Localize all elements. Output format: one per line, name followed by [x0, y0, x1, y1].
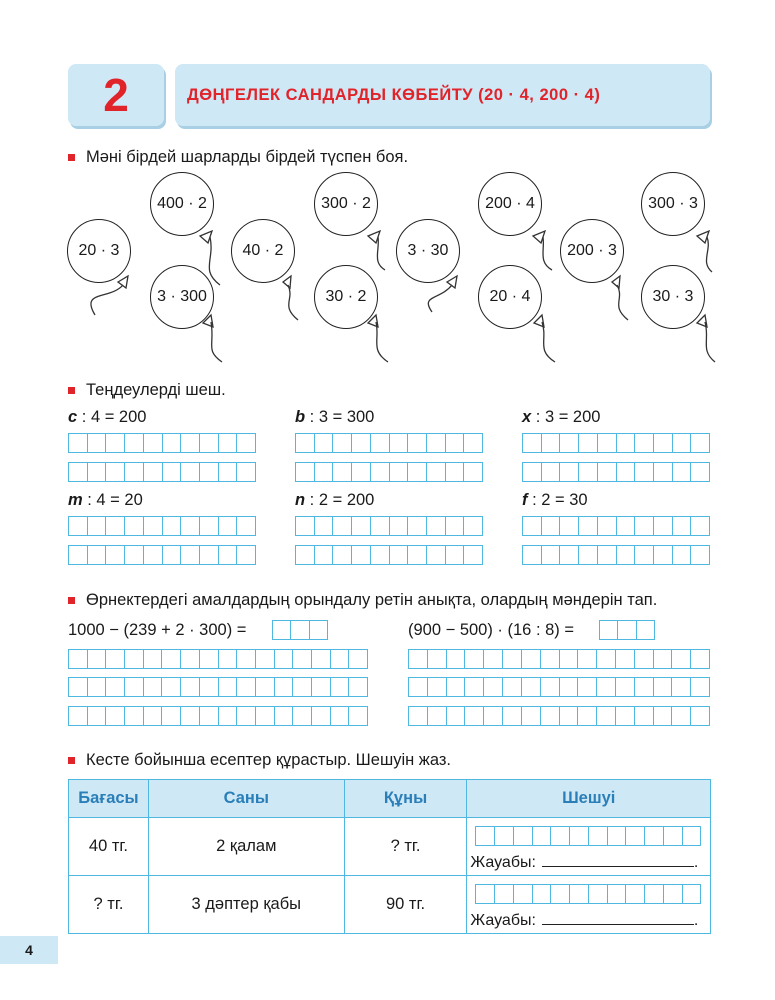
answer-grid[interactable] — [295, 516, 483, 536]
balloon[interactable]: 200 · 4 — [478, 172, 542, 236]
work-grid[interactable] — [408, 706, 710, 726]
answer-line[interactable]: Жауабы: . — [470, 912, 699, 929]
header-price: Бағасы — [69, 780, 149, 818]
work-grid[interactable] — [68, 649, 368, 669]
task2-text: Теңдеулерді шеш. — [86, 381, 226, 399]
table-header-row — [69, 780, 711, 818]
solution-grid[interactable] — [475, 826, 701, 846]
equation: c : 4 = 200 — [68, 408, 147, 426]
work-grid[interactable] — [68, 677, 368, 697]
answer-grid[interactable] — [522, 516, 710, 536]
cell-price: ? тг. — [69, 876, 149, 934]
equation: b : 3 = 300 — [295, 408, 375, 426]
answer-grid[interactable] — [68, 516, 256, 536]
result-grid[interactable] — [272, 620, 328, 640]
cell-quantity: 3 дәптер қабы — [148, 876, 344, 934]
bullet-icon — [68, 154, 75, 161]
task2-instruction — [68, 381, 226, 400]
answer-grid[interactable] — [295, 545, 483, 565]
balloon[interactable]: 3 · 300 — [150, 265, 214, 329]
solution-grid[interactable] — [475, 884, 701, 904]
balloon[interactable]: 40 · 2 — [231, 219, 295, 283]
work-grid[interactable] — [408, 649, 710, 669]
balloon[interactable]: 400 · 2 — [150, 172, 214, 236]
problem-table — [68, 779, 711, 934]
cell-solution[interactable] — [467, 876, 711, 934]
answer-grid[interactable] — [522, 433, 710, 453]
balloon[interactable]: 20 · 4 — [478, 265, 542, 329]
lesson-title-box — [175, 64, 710, 126]
result-grid[interactable] — [599, 620, 655, 640]
balloon[interactable]: 30 · 2 — [314, 265, 378, 329]
task1-text: Мәні бірдей шарларды бірдей түспен боя. — [86, 148, 409, 166]
bullet-icon — [68, 597, 75, 604]
task4-text: Кесте бойынша есептер құрастыр. Шешуін жаз. — [86, 751, 451, 769]
cell-cost: 90 тг. — [344, 876, 467, 934]
table-row — [69, 876, 711, 934]
header-solution: Шешуі — [467, 780, 711, 818]
expression: 1000 − (239 + 2 · 300) = — [68, 621, 247, 639]
answer-grid[interactable] — [295, 433, 483, 453]
balloon[interactable]: 30 · 3 — [641, 265, 705, 329]
answer-grid[interactable] — [522, 545, 710, 565]
balloon[interactable]: 3 · 30 — [396, 219, 460, 283]
header-cost: Құны — [344, 780, 467, 818]
task1-instruction — [68, 148, 408, 167]
bullet-icon — [68, 757, 75, 764]
equation: n : 2 = 200 — [295, 491, 375, 509]
answer-grid[interactable] — [68, 433, 256, 453]
answer-grid[interactable] — [68, 462, 256, 482]
answer-grid[interactable] — [68, 545, 256, 565]
answer-line[interactable]: Жауабы: . — [470, 854, 699, 871]
equation: x : 3 = 200 — [522, 408, 601, 426]
cell-price: 40 тг. — [69, 818, 149, 876]
bullet-icon — [68, 387, 75, 394]
task4-instruction — [68, 751, 451, 770]
cell-solution[interactable] — [467, 818, 711, 876]
equation: f : 2 = 30 — [522, 491, 588, 509]
balloon[interactable]: 20 · 3 — [67, 219, 131, 283]
answer-grid[interactable] — [295, 462, 483, 482]
answer-grid[interactable] — [522, 462, 710, 482]
balloon[interactable]: 300 · 2 — [314, 172, 378, 236]
cell-cost: ? тг. — [344, 818, 467, 876]
balloon[interactable]: 300 · 3 — [641, 172, 705, 236]
work-grid[interactable] — [408, 677, 710, 697]
lesson-number-box — [68, 64, 164, 126]
header-quantity: Саны — [148, 780, 344, 818]
balloon[interactable]: 200 · 3 — [560, 219, 624, 283]
task3-text: Өрнектердегі амалдардың орындалу ретін анықта, олардың мәндерін тап. — [86, 591, 658, 609]
expression: (900 − 500) · (16 : 8) = — [408, 621, 575, 639]
lesson-title: ДӨҢГЕЛЕК САНДАРДЫ КӨБЕЙТУ (20 · 4, 200 · 4) — [187, 85, 601, 104]
cell-quantity: 2 қалам — [148, 818, 344, 876]
task3-instruction — [68, 591, 657, 610]
lesson-number: 2 — [103, 69, 129, 121]
page-number: 4 — [0, 936, 58, 964]
equation: m : 4 = 20 — [68, 491, 143, 509]
table-row — [69, 818, 711, 876]
work-grid[interactable] — [68, 706, 368, 726]
